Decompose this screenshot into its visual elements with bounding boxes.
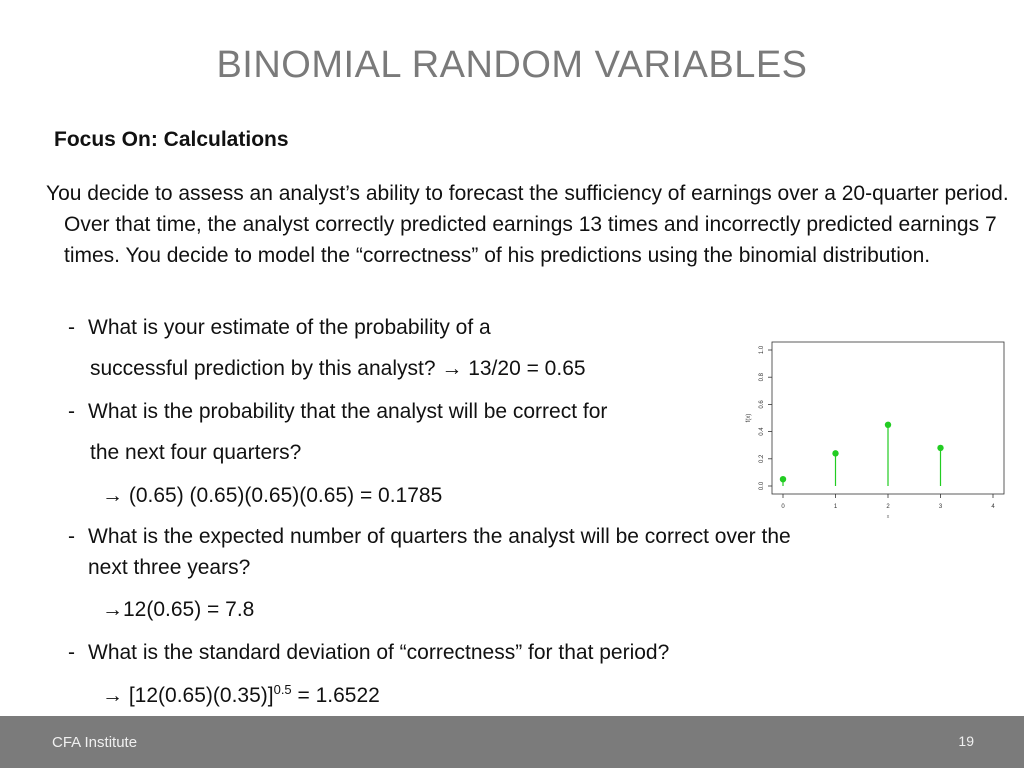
answer-4-result: = 1.6522 [297, 684, 380, 707]
question-3-line-2: next three years? [88, 556, 251, 579]
footer-bar [0, 716, 1024, 768]
question-1-line-1: What is your estimate of the probability of a [88, 316, 491, 339]
bullet-dash: - [68, 316, 75, 339]
question-4-line: What is the standard deviation of “correctness” for that period? [88, 641, 670, 664]
pmf-point [780, 476, 786, 482]
y-tick-label: 0.0 [759, 481, 765, 491]
y-tick-label: 0.6 [759, 400, 765, 409]
question-2-line-2: the next four quarters? [90, 441, 302, 464]
pmf-point [885, 422, 891, 428]
x-axis-label: x [886, 514, 890, 520]
pmf-point [937, 445, 943, 451]
x-tick-label: 3 [938, 504, 943, 510]
y-tick-label: 1.0 [759, 345, 765, 355]
bullet-dash: - [68, 641, 75, 664]
answer-4-base: [12(0.65)(0.35)] [128, 684, 274, 707]
x-tick-label: 1 [833, 504, 838, 510]
x-tick-label: 0 [781, 504, 785, 510]
question-3-line-1: What is the expected number of quarters the analyst will be correct over the [88, 525, 791, 548]
answer-3: 12(0.65) = 7.8 [123, 598, 255, 621]
answer-3-line [102, 598, 254, 622]
page-number: 19 [958, 733, 974, 749]
answer-4-exponent: 0.5 [273, 682, 292, 697]
y-tick-label: 0.2 [759, 454, 765, 463]
answer-1: 13/20 = 0.65 [468, 357, 586, 380]
answer-2: (0.65) (0.65)(0.65)(0.65) = 0.1785 [128, 484, 443, 507]
pmf-point [832, 450, 838, 456]
footer-brand: CFA Institute [52, 734, 138, 751]
question-1-text: successful prediction by this analyst? [90, 357, 436, 380]
binomial-pmf-chart [742, 336, 1008, 520]
arrow-icon: → [102, 598, 123, 621]
answer-4-line [102, 684, 380, 708]
bullet-dash: - [68, 525, 75, 548]
arrow-icon: → [102, 484, 123, 507]
x-tick-label: 4 [991, 504, 995, 510]
intro-paragraph: You decide to assess an analyst’s ability to forecast the sufficiency of earnings over a 20-quarter period. Over that time, the analyst correctly predicted earnings 13 times and incorrectly predicted earnings 7 times. You decide to model the “correctness” of his predictions using the binomial distribution. [46, 182, 1009, 267]
slide-subtitle: Focus On: Calculations [54, 128, 289, 151]
answer-2-line [102, 484, 442, 508]
y-axis-label: f(x) [746, 413, 752, 423]
y-tick-label: 0.8 [759, 373, 765, 382]
arrow-icon: → [441, 357, 463, 380]
question-2-line-1: What is the probability that the analyst will be correct for [88, 400, 608, 423]
slide-title: BINOMIAL RANDOM VARIABLES [216, 44, 808, 86]
arrow-icon: → [102, 684, 123, 707]
bullet-dash: - [68, 400, 75, 423]
question-1-line-2 [90, 357, 586, 381]
y-tick-label: 0.4 [759, 427, 765, 436]
x-tick-label: 2 [886, 504, 890, 510]
